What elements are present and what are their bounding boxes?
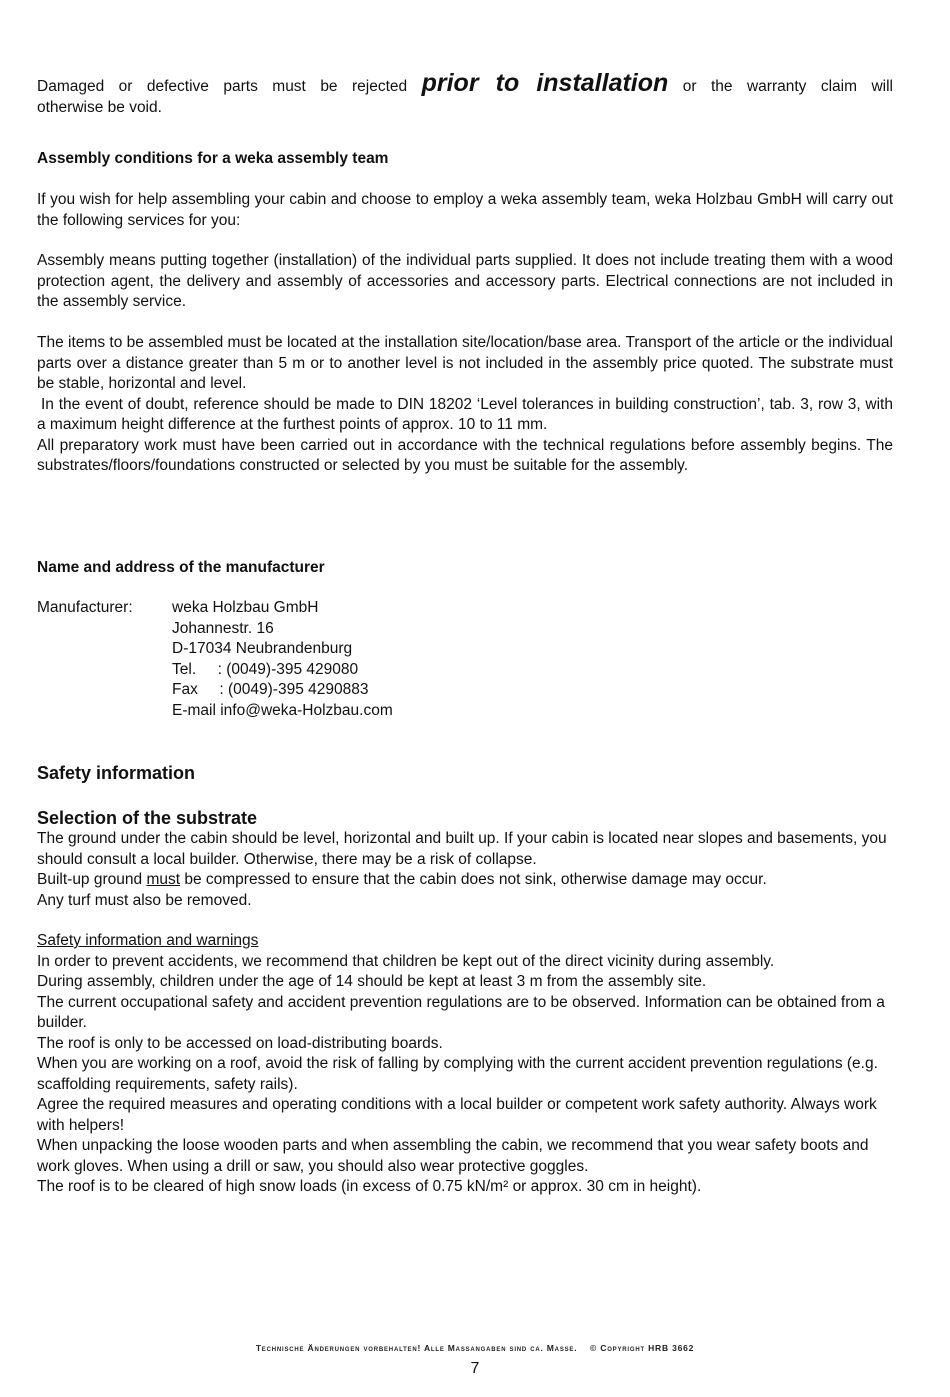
intro-emphasis: prior to installation <box>421 69 669 97</box>
assembly-paragraph-4: In the event of doubt, reference should be made to DIN 18202 ‘Level tolerances in building construction’, tab. 3, row 3, with a maximum height difference at the furthest points of approx. 10 to 11 mm. <box>37 395 893 433</box>
assembly-heading: Assembly conditions for a weka assembly team <box>37 150 389 167</box>
warnings-heading: Safety information and warnings <box>37 932 259 949</box>
substrate-text-3: Any turf must also be removed. <box>37 891 252 909</box>
substrate-text-2b: be compressed to ensure that the cabin does not sink, otherwise damage may occur. <box>180 871 767 888</box>
substrate-text-2 <box>37 870 893 891</box>
manufacturer-name: weka Holzbau GmbH <box>172 599 319 616</box>
warning-8: The roof is to be cleared of high snow loads (in excess of 0.75 kN/m² or approx. 30 cm in height). <box>37 1178 702 1195</box>
page-number: 7 <box>470 1360 480 1377</box>
assembly-paragraph-2: Assembly means putting together (installation) of the individual parts supplied. It does not include treating them with a wood protection agent, the delivery and assembly of accessories and accessory parts. Electrical connections are not included in the assembly service. <box>37 252 893 310</box>
warning-4: The roof is only to be accessed on load-distributing boards. <box>37 1034 443 1052</box>
warning-1: In order to prevent accidents, we recommend that children be kept out of the direct vicinity during assembly. <box>37 952 775 970</box>
warning-6: Agree the required measures and operating conditions with a local builder or competent work safety authority. Always work with helpers! <box>37 1096 877 1134</box>
assembly-paragraph-1: If you wish for help assembling your cabin and choose to employ a weka assembly team, weka Holzbau GmbH will carry out the following services for you: <box>37 191 893 229</box>
warning-3: The current occupational safety and accident prevention regulations are to be observed. Information can be obtained from a builder. <box>37 993 885 1031</box>
manufacturer-email: E-mail info@weka-Holzbau.com <box>172 701 393 719</box>
warning-5: When you are working on a roof, avoid the risk of falling by complying with the current accident prevention regulations (e.g. scaffolding requirements, safety rails). <box>37 1055 878 1093</box>
intro-paragraph <box>37 69 893 118</box>
warnings-section <box>37 931 893 1198</box>
substrate-text-2a: Built-up ground <box>37 871 147 888</box>
assembly-paragraph-3: The items to be assembled must be located at the installation site/location/base area. Transport of the article or the individual parts over a distance greater than 5 m or to another level is not included in the assembly price quoted. The substrate must be stable, horizontal and level. <box>37 334 893 392</box>
manufacturer-city: D-17034 Neubrandenburg <box>172 640 353 657</box>
intro-text-end: or the warranty claim will <box>682 78 893 95</box>
intro-line2: otherwise be void. <box>37 98 162 116</box>
manufacturer-tel: Tel. : (0049)-395 429080 <box>172 660 359 678</box>
manufacturer-label: Manufacturer: <box>37 599 133 616</box>
manufacturer-heading: Name and address of the manufacturer <box>37 559 325 576</box>
manufacturer-block <box>37 598 893 721</box>
substrate-text-1: The ground under the cabin should be level, horizontal and built up. If your cabin is located near slopes and basements, you should consult a local builder. Otherwise, there may be a risk of collapse. <box>37 830 887 868</box>
substrate-heading: Selection of the substrate <box>37 808 258 828</box>
safety-heading: Safety information <box>37 763 196 783</box>
substrate-text-2-underlined: must <box>146 871 181 888</box>
footer-note: Technische Änderungen vorbehalten! Alle Massangaben sind ca. Masse. © Copyright HRB 3662 <box>255 1343 695 1353</box>
warning-2: During assembly, children under the age of 14 should be kept at least 3 m from the assembly site. <box>37 973 707 990</box>
intro-text: Damaged or defective parts must be rejected <box>37 78 408 95</box>
manufacturer-fax: Fax : (0049)-395 4290883 <box>172 681 369 698</box>
assembly-paragraph-5: All preparatory work must have been carried out in accordance with the technical regulations before assembly begins. The substrates/floors/foundations constructed or selected by you must be suitable for the assembly. <box>37 436 893 474</box>
manufacturer-street: Johannestr. 16 <box>172 619 274 637</box>
warning-7: When unpacking the loose wooden parts and when assembling the cabin, we recommend that you wear safety boots and work gloves. When using a drill or saw, you should also wear protective goggles. <box>37 1137 869 1175</box>
